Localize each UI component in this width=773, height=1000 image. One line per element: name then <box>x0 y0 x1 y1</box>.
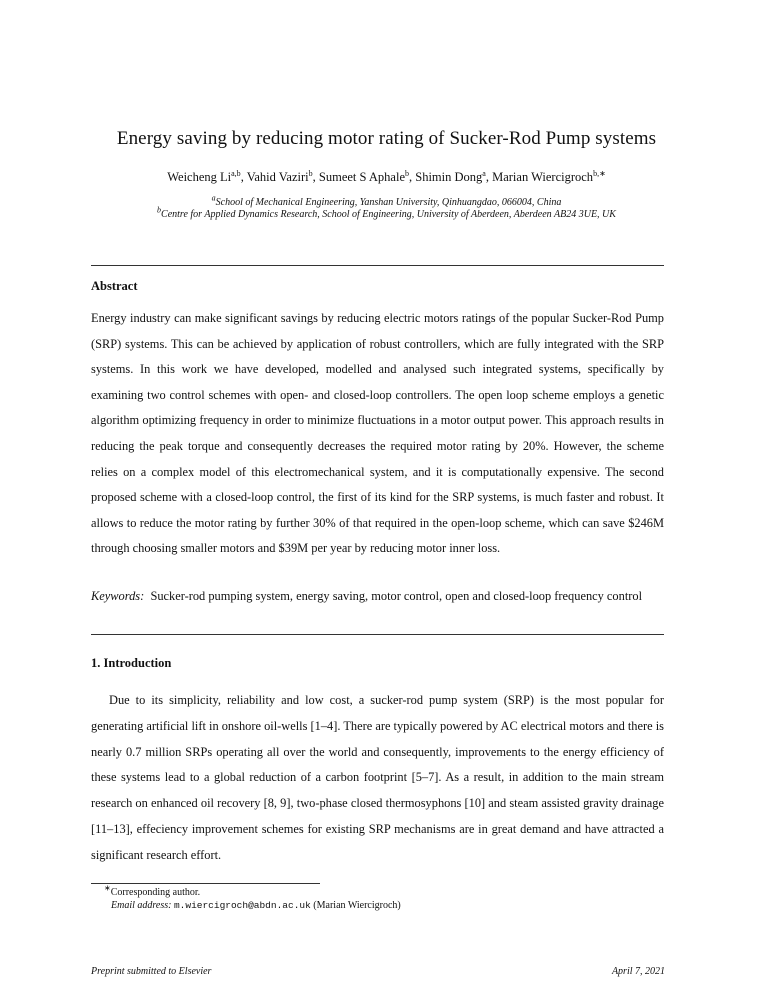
footnote-email <box>111 900 401 911</box>
keywords-text: Sucker-rod pumping system, energy saving, motor control, open and closed-loop frequency control <box>150 589 643 603</box>
introduction-paragraph: Due to its simplicity, reliability and low cost, a sucker-rod pump system (SRP) is the most popular for generating artificial lift in onshore oil-wells [1–4]. There are typically powered by AC electrical motors and there is nearly 0.7 million SRPs operating all over the world and consequently, improvements to the energy efficiency of these systems lead to a global reduction of a carbon footprint [5–7]. As a result, in addition to the main stream research on enhanced oil recovery [8, 9], two-phase closed thermosyphons [10] and steam assisted gravity drainage [11–13], effeciency improvement schemes for existing SRP mechanisms are in great demand and have attracted a significant research effort. <box>91 693 664 862</box>
section-heading: 1. Introduction <box>91 656 172 670</box>
author-name: Marian Wiercigroch <box>492 170 594 184</box>
author-name: Sumeet S Aphale <box>318 170 405 184</box>
affiliation-mark: b <box>157 205 162 215</box>
author-list: Weicheng Li$^{a,b}$, Vahid Vaziri$^b$, Sumeet S Aphale$^b$, Shimin Dong$^a$, Marian Wiercigroch$^{b,∗}$ <box>167 168 606 184</box>
footnote-rule <box>91 883 320 884</box>
keywords-label: Keywords: <box>91 589 145 603</box>
footnote-corresponding <box>104 883 201 898</box>
abstract-bottom-rule <box>91 634 664 635</box>
affiliation-a <box>0 193 773 208</box>
footnote-text: Corresponding author. <box>110 887 201 898</box>
email-label: Email address: <box>111 900 172 911</box>
author-affil-mark: b,∗ <box>593 168 606 178</box>
affiliation-text: School of Mechanical Engineering, Yanshan University, Qinhuangdao, 066004, China <box>215 197 562 208</box>
keywords <box>91 584 664 609</box>
author-name: Vahid Vaziri <box>246 170 309 184</box>
footer-date: April 7, 2021 <box>611 966 665 977</box>
author-affil-mark: b <box>405 168 409 178</box>
author-name: Shimin Dong <box>415 170 483 184</box>
email-owner: (Marian Wiercigroch) <box>313 900 401 911</box>
author-name: Weicheng Li <box>167 170 232 184</box>
abstract-heading: Abstract <box>91 279 138 293</box>
author-affil-mark: a,b <box>231 168 241 178</box>
author-affil-mark: a <box>482 168 486 178</box>
affiliation-mark: a <box>211 193 216 203</box>
footnote-mark: ∗ <box>104 883 111 893</box>
author-affil-mark: b <box>308 168 313 178</box>
email-address[interactable]: m.wiercigroch@abdn.ac.uk <box>173 900 311 911</box>
affiliation-text: Centre for Applied Dynamics Research, School of Engineering, University of Aberdeen, Aberdeen AB24 3UE, UK <box>161 209 616 220</box>
affiliation-b <box>0 205 773 220</box>
paper-title: Energy saving by reducing motor rating of Sucker-Rod Pump systems <box>116 128 657 149</box>
footer-left: Preprint submitted to Elsevier <box>91 966 212 977</box>
abstract-top-rule <box>91 265 664 266</box>
abstract-body: Energy industry can make significant savings by reducing electric motors ratings of the popular Sucker-Rod Pump (SRP) systems. This can be achieved by application of robust controllers, which are fully integrated with the SRP systems. In this work we have developed, modelled and analysed such integrated systems, specifically by examining two control schemes with open- and closed-loop controllers. The open loop scheme employs a genetic algorithm optimizing frequency in order to minimize fluctuations in a motor output power. This approach results in reducing the peak torque and consequently decreases the required motor rating by 20%. However, the scheme relies on a complex model of this electromechanical system, and it is computationally expensive. The second proposed scheme with a closed-loop control, the first of its kind for the SRP systems, is much faster and robust. It allows to reduce the motor rating by further 30% of that required in the open-loop scheme, which can save $246M through choosing smaller motors and $39M per year by reducing motor inner loss. <box>91 311 664 556</box>
